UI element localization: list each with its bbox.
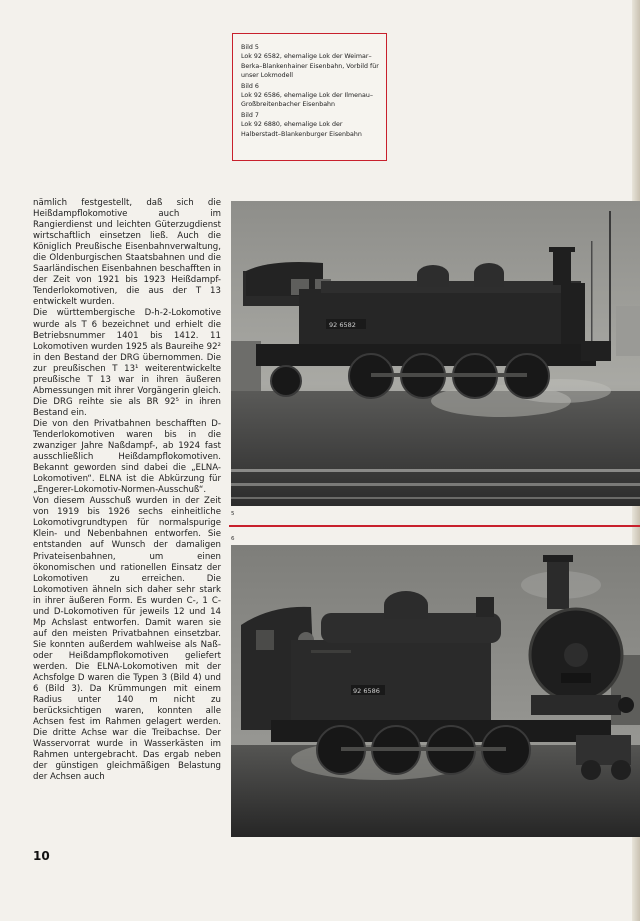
caption-label: Bild 7 — [241, 111, 259, 119]
caption-text: Lok 92 6880, ehemalige Lok der Halberstadt–Blankenburger Eisenbahn — [241, 121, 362, 138]
photo-number-6: 6 — [231, 536, 235, 542]
caption-entry-7 — [241, 111, 380, 139]
body-paragraph: Die von den Privatbahnen beschafften D-Tenderlokomotiven waren bis in die zwanziger Jahre Naßdampf-, ab 1924 fast ausschließlich Heißdampflokomotiven. Bekannt geworden sind dabei die „ELNA-Lokomotiven“. ELNA ist die Abkürzung für „Engerer-Lokomotiv-Normen-Ausschuß“. Von diesem Ausschuß wurden in der Zeit von 1919 bis 1926 sechs einheitliche Lokomotivgrundtypen für normalspurige Klein- und Nebenbahnen entworfen. Sie entstanden auf Wunsch der damaligen Privateisenbahnen, um einen ökonomischen und rationellen Einsatz der Lokomotiven zu erreichen. Die Lokomotiven ähneln sich daher sehr stark in ihrer äußeren Form. Es wurden C-, 1 C- und D-Lokomotiven für jeweils 12 und 14 Mp Achslast entworfen. Damit waren sie auf den meisten Privatbahnen einsetzbar. Sie konnten außerdem wahlweise als Naß- oder Heißdampflokomotiven geliefert werden. Die ELNA-Lokomotiven mit der Achsfolge D waren die Typen 3 (Bild 4) und 6 (Bild 3). Da Krümmungen mit einem Radius unter 140 m nicht zu berücksichtigen waren, konnten alle Achsen fest im Rahmen gelagert werden. Die dritte Achse war die Treibachse. Der Wasservorrat wurde in Wasserkästen im Rahmen untergebracht. Das ergab neben der günstigen gleichmäßigen Belastung der Achsen auch — [33, 418, 221, 783]
caption-entry-5 — [241, 43, 380, 81]
body-paragraph: nämlich festgestellt, daß sich die Heißdampflokomotive auch im Rangierdienst und leichten Güterzugdienst wirtschaftlich einsetzen ließ. Auch die Königlich Preußische Eisenbahnverwaltung, die Oldenburgischen Staatsbahnen und die Saarländischen Eisenbahnen beschafften in der Zeit von 1921 bis 1923 Heißdampf-Tenderlokomotiven, die aus der T 13 entwickelt wurden. — [33, 198, 221, 308]
caption-entry-6 — [241, 82, 380, 110]
locomotive-photo-5 — [231, 201, 640, 506]
caption-label: Bild 6 — [241, 82, 259, 90]
locomotive-photo-6 — [231, 545, 640, 837]
loco-5-number-plate: 92 6582 — [329, 321, 356, 329]
red-divider-rule — [229, 525, 640, 527]
caption-text: Lok 92 6582, ehemalige Lok der Weimar–Berka–Blankenhainer Eisenbahn, Vorbild für unser Lokmodell — [241, 53, 379, 80]
locomotive-6-illustration — [231, 545, 640, 837]
loco-6-number-plate: 92 6586 — [353, 687, 380, 695]
body-paragraph: Die württembergische D-h-2-Lokomotive wurde als T 6 bezeichnet und erhielt die Betriebsnummer 1401 bis 1412. 11 Lokomotiven wurden 1925 als Baureihe 92² in den Bestand der DRG übernommen. Die zur preußischen T 13¹ weiterentwickelte preußische T 13 war in ihren äußeren Abmessungen mit ihrer Vorgängerin gleich. Die DRG reihte sie als BR 92⁵ in ihren Bestand ein. — [33, 308, 221, 418]
body-text-column — [33, 198, 221, 783]
photo-number-5: 5 — [231, 511, 235, 517]
caption-label: Bild 5 — [241, 44, 259, 51]
locomotive-5-illustration — [231, 201, 640, 506]
caption-text: Lok 92 6586, ehemalige Lok der Ilmenau–Großbreitenbacher Eisenbahn — [241, 92, 374, 109]
caption-box — [232, 33, 387, 161]
page-number: 10 — [33, 849, 50, 863]
